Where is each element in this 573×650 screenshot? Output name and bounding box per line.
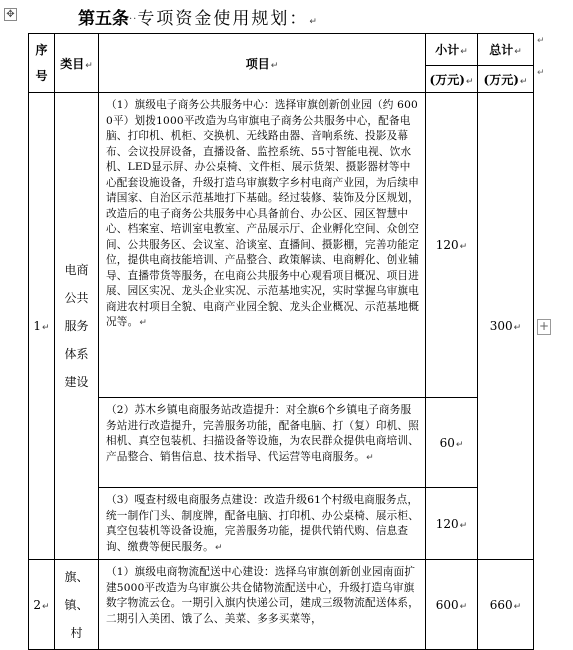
header-total-unit-cell — [478, 66, 534, 93]
paragraph-mark-icon: ↵ — [42, 601, 50, 612]
space-marker-dots: ·· — [129, 14, 138, 25]
add-row-icon[interactable]: + — [538, 319, 550, 333]
header-subtotal-unit-cell — [426, 66, 478, 93]
row1-item1-text-cell[interactable] — [99, 93, 426, 398]
header-project: 项目 — [245, 56, 270, 71]
header-category-cell — [55, 34, 99, 93]
row2-item1-text-cell[interactable] — [99, 560, 426, 650]
row1-item3-subtotal: 120 — [435, 516, 459, 531]
table-row — [29, 488, 534, 560]
header-seq: 序号 — [35, 43, 48, 83]
row2-seq-cell — [29, 560, 55, 650]
paragraph-mark-icon: ↵ — [459, 520, 468, 531]
paragraph-mark-icon: ↵ — [85, 60, 93, 71]
row2-seq: 2 — [33, 597, 42, 612]
row1-item2-text: （2）苏木乡镇电商服务站改造提升：对全旗6个乡镇电子商务服务站进行改造提升，完善服务功能，配备电脑、打（复）印机、照相机、真空包装机、扫描设备等设施，为农民群众提供电商培训、产品整合、销售信息、技术指导、代运营等电商服务。 — [106, 404, 420, 463]
row2-category-cell — [55, 560, 99, 650]
header-project-cell — [99, 34, 426, 93]
header-row-top — [29, 34, 534, 66]
table-row — [29, 560, 534, 650]
paragraph-mark-icon: ↵ — [366, 452, 374, 463]
row1-item1-subtotal-cell — [426, 93, 478, 398]
paragraph-mark-icon: ↵ — [514, 47, 522, 57]
header-total-unit: (万元) — [483, 72, 519, 87]
row2-total: 660 — [489, 597, 513, 612]
header-total-cell — [478, 34, 534, 66]
paragraph-mark-icon: ↵ — [455, 439, 464, 450]
paragraph-mark-icon: ↵ — [459, 601, 468, 612]
header-total: 总计 — [489, 43, 514, 57]
paragraph-mark-icon: ↵ — [465, 76, 474, 87]
row1-item2-subtotal: 60 — [439, 435, 455, 450]
paragraph-mark-icon: ↵ — [214, 542, 223, 553]
row1-item2-subtotal-cell — [426, 398, 478, 488]
row2-total-cell — [478, 560, 534, 650]
section-title: 专项资金使用规划： — [137, 9, 309, 29]
paragraph-mark-icon: ↵ — [513, 323, 522, 333]
row1-total: 300 — [489, 319, 513, 333]
row1-item3-text-cell[interactable] — [99, 488, 426, 560]
row2-item1-text: （1）旗级电商物流配送中心建设：选择乌审旗创新创业园南面扩建5000平改造为乌审旗公共仓储物流配送中心，升级打造乌审旗数字物流云仓。一期引入旗内快递公司，建成三级物流配送体系，二期引入美团、饿了么、美菜、多多买菜等， — [106, 566, 420, 625]
paragraph-mark-icon: ↵ — [459, 242, 468, 252]
row2-item1-subtotal: 600 — [435, 597, 459, 612]
row1-total-cell — [478, 93, 534, 560]
row1-seq: 1 — [33, 319, 42, 333]
paragraph-mark-icon: ↵ — [139, 318, 147, 328]
paragraph-mark-icon: ↵ — [460, 47, 468, 57]
row1-item2-text-cell[interactable] — [99, 398, 426, 488]
table-row — [29, 398, 534, 488]
header-subtotal-unit: (万元) — [429, 72, 465, 87]
paragraph-mark-icon: ↵ — [519, 76, 528, 87]
article-number: 第五条 — [78, 9, 129, 29]
header-subtotal: 小计 — [435, 43, 460, 57]
paragraph-mark-icon: ↵ — [513, 601, 522, 612]
row1-item1-subtotal: 120 — [435, 238, 459, 252]
table-move-handle-icon[interactable]: ✥ — [4, 8, 17, 21]
row1-category-cell — [55, 93, 99, 560]
row1-category: 电商公共服务体系建设 — [64, 263, 89, 389]
header-subtotal-cell — [426, 34, 478, 66]
paragraph-mark-icon: ↵ — [309, 17, 317, 27]
section-heading — [78, 4, 317, 29]
paragraph-mark-icon: ↵ — [270, 60, 279, 71]
table-row — [29, 93, 534, 398]
row2-item1-subtotal-cell — [426, 560, 478, 650]
header-seq-cell — [29, 34, 55, 93]
row1-item1-text: （1）旗级电子商务公共服务中心：选择审旗创新创业园（约 6000平）划拨1000平改造为乌审旗电子商务公共服务中心，配备电脑、打印机、机柜、交换机、无线路由器、音响系统、投影及幕布、会议投屏设备，直播设备、监控系统、55寸智能电视、饮水机、LED显示屏、办公桌椅、文件柜、展示货架、摄影器材等中心配套设施设备，升级打造乌审旗数字乡村电商产业园，为后续申请国家、自治区示范基地打下基础。经过装修、装饰及分区规划，改造后的电子商务公共服务中心具备前台、办公区、园区智慧中心、档案室、培训室电教室、产品展示厅、企业孵化空间、众创空间、公共服务区、会议室、洽谈室、直播间、摄影棚，完善功能定位，提供电商技能培训、产品整合、政策解读、电商孵化、创业辅导、直播带货等服务，在电商公共服务中心观看项目概况、项目进展、园区实况、龙头企业实况、示范基地实况，实时掌握乌审旗电商进农村项目全貌、电商产业园全貌、龙头企业概况、示范基地概况等。 — [106, 99, 420, 328]
fund-plan-table — [28, 33, 534, 650]
row2-category: 旗、镇、村 — [64, 569, 89, 640]
header-category: 类目 — [60, 56, 85, 71]
row1-seq-cell — [29, 93, 55, 560]
row1-item3-text: （3）嘎查村级电商服务点建设：改造升级61个村级电商服务点，统一制作门头、制度牌，配备电脑、打印机、办公桌椅、展示柜、真空包装机等设备设施，完善服务功能，提供代销代购、信息查询、缴费等便民服务。 — [106, 494, 420, 553]
end-of-row-mark-icon: ↵ — [537, 36, 545, 46]
row1-item3-subtotal-cell — [426, 488, 478, 560]
end-of-row-mark-icon: ↵ — [537, 68, 545, 78]
paragraph-mark-icon: ↵ — [42, 323, 50, 333]
